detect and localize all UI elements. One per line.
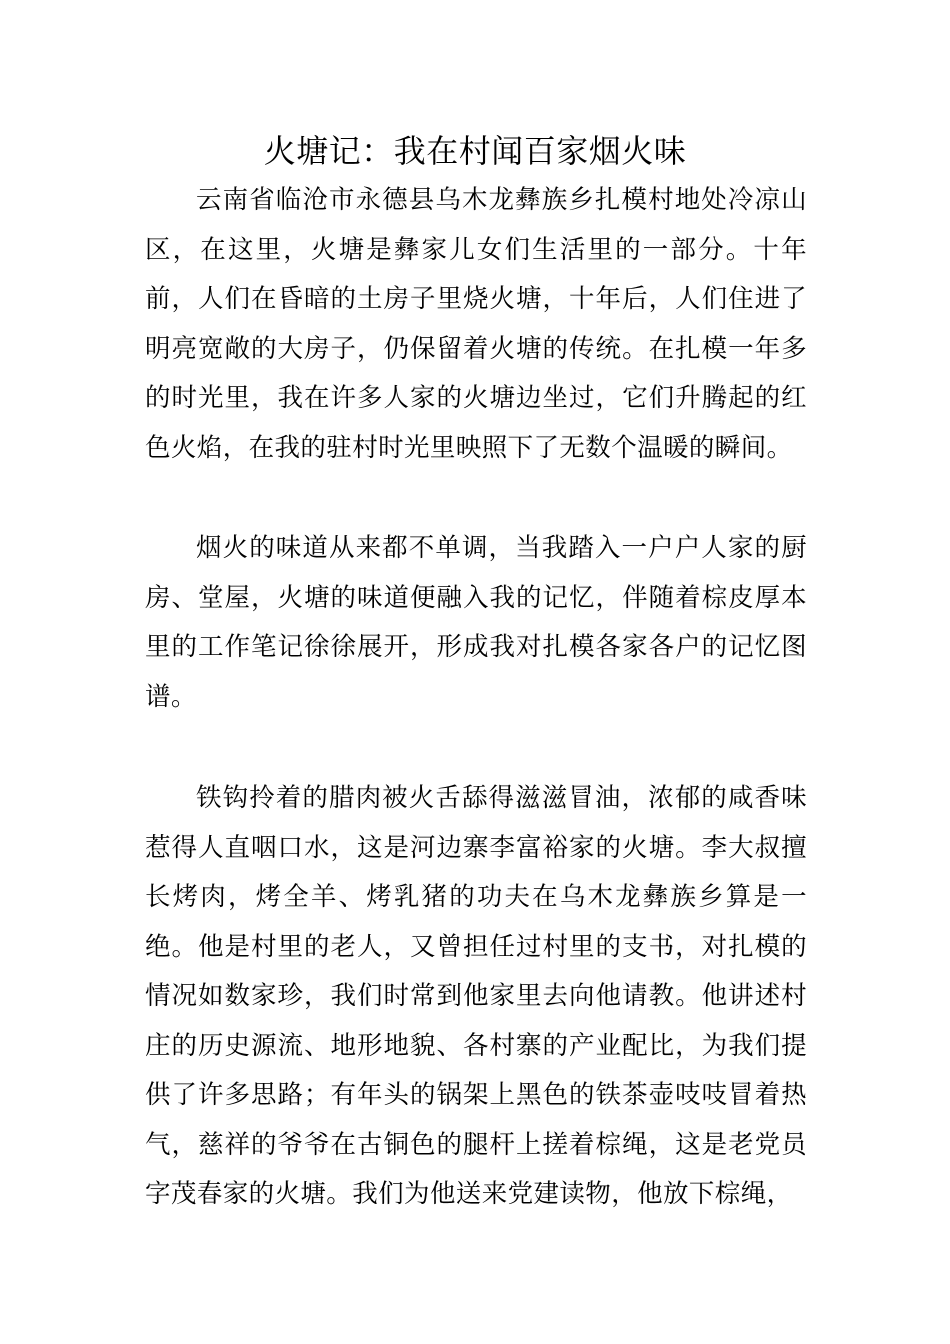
paragraph-1: 云南省临沧市永德县乌木龙彝族乡扎模村地处冷凉山区，在这里，火塘是彝家儿女们生活里的一部分。十年前，人们在昏暗的土房子里烧火塘，十年后，人们住进了明亮宽敞的大房子，仍保留着火塘的传统。在扎模一年多的时光里，我在许多人家的火塘边坐过，它们升腾起的红色火焰，在我的驻村时光里映照下了无数个温暖的瞬间。 bbox=[145, 185, 807, 463]
paragraph-2: 烟火的味道从来都不单调，当我踏入一户户人家的厨房、堂屋，火塘的味道便融入我的记忆，伴随着棕皮厚本里的工作笔记徐徐展开，形成我对扎模各家各户的记忆图谱。 bbox=[145, 533, 807, 712]
paragraph-3: 铁钩拎着的腊肉被火舌舔得滋滋冒油，浓郁的咸香味惹得人直咽口水，这是河边寨李富裕家的火塘。李大叔擅长烤肉，烤全羊、烤乳猪的功夫在乌木龙彝族乡算是一绝。他是村里的老人，又曾担任过村里的支书，对扎模的情况如数家珍，我们时常到他家里去向他请教。他讲述村庄的历史源流、地形地貌、各村寨的产业配比，为我们提供了许多思路；有年头的锅架上黑色的铁茶壶吱吱冒着热气，慈祥的爷爷在古铜色的腿杆上搓着棕绳，这是老党员字茂春家的火塘。我们为他送来党建读物，他放下棕绳， bbox=[145, 783, 807, 1209]
document-title: 火塘记：我在村闻百家烟火味 bbox=[263, 132, 687, 170]
